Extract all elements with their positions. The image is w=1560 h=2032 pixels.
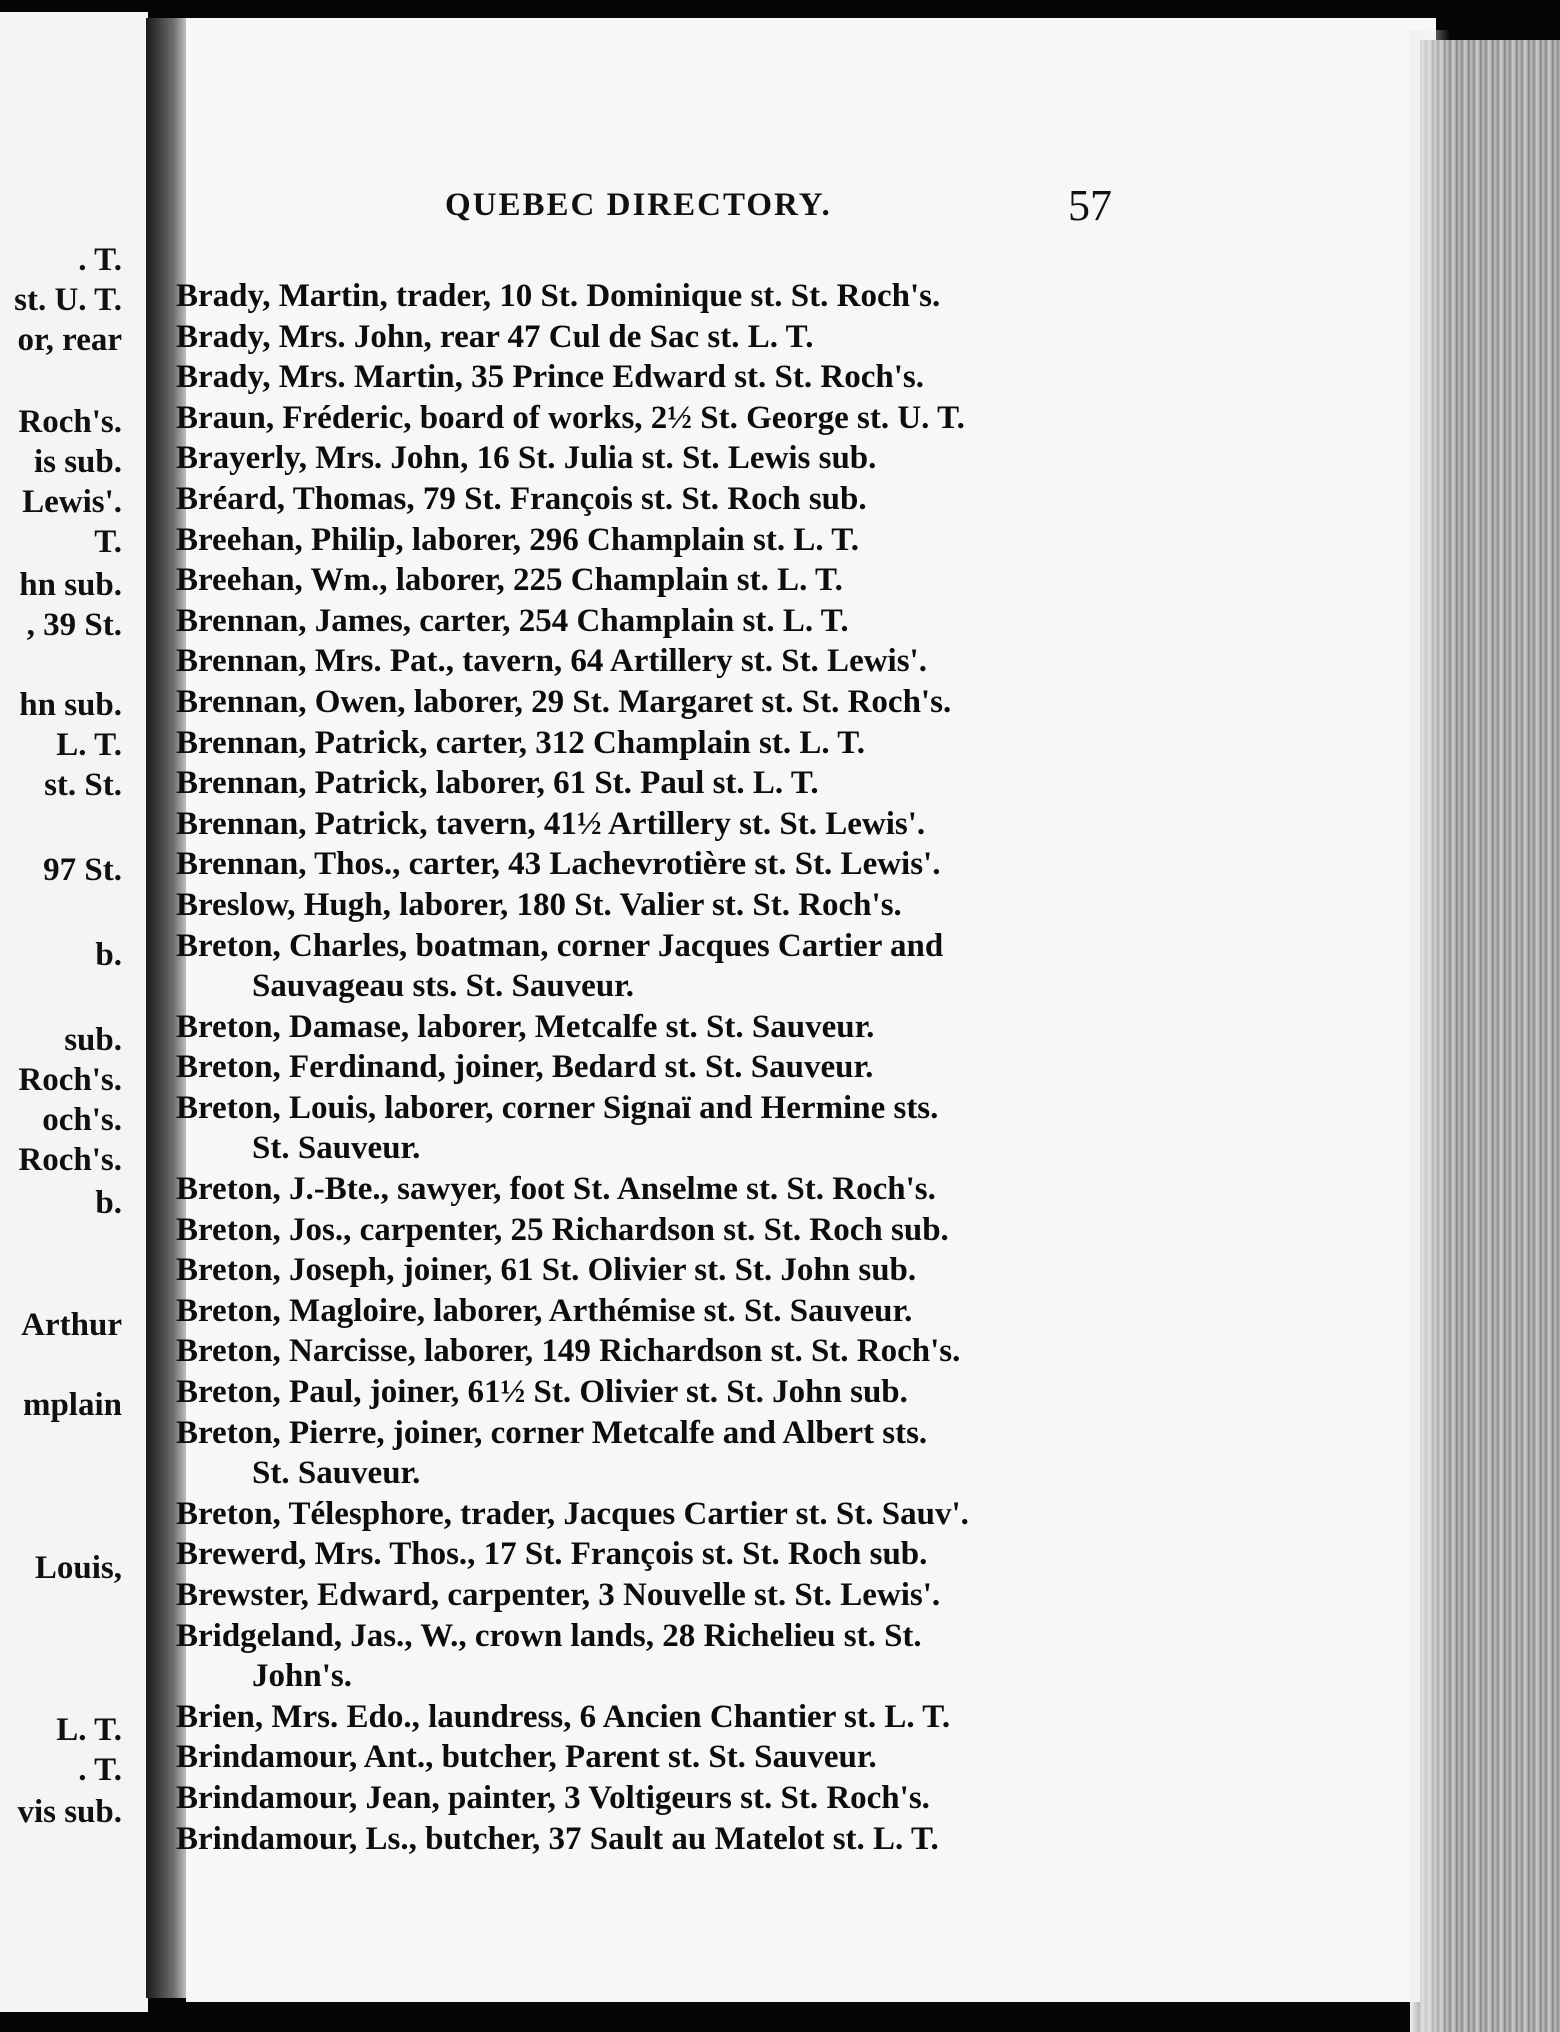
entry-text: Breton, Paul, joiner, 61½ St. Olivier st. St. John sub.	[176, 1374, 908, 1411]
directory-entry	[176, 1169, 1136, 1210]
directory-entry	[176, 520, 1136, 561]
previous-page-text: Roch's.	[18, 1142, 122, 1178]
entry-text: Brady, Martin, trader, 10 St. Dominique st. St. Roch's.	[176, 278, 941, 314]
page-number: 57	[1068, 181, 1112, 230]
entry-text: Breehan, Wm., laborer, 225 Champlain st. L. T.	[176, 562, 843, 599]
entry-text: Brady, Mrs. John, rear 47 Cul de Sac st. L. T.	[176, 318, 814, 355]
directory-entry	[176, 1413, 1136, 1494]
directory-entry	[176, 723, 1136, 764]
entry-text: Brayerly, Mrs. John, 16 St. Julia st. St. Lewis sub.	[176, 440, 877, 477]
entry-text: Breton, Télesphore, trader, Jacques Cartier st. St. Sauv'.	[176, 1495, 969, 1532]
entry-text: Bréard, Thomas, 79 St. François st. St. Roch sub.	[176, 480, 867, 517]
directory-entry	[176, 804, 1136, 845]
previous-page-text: b.	[95, 937, 122, 973]
entry-text: Breehan, Philip, laborer, 296 Champlain st. L. T.	[176, 521, 860, 558]
previous-page-text: L. T.	[56, 727, 122, 763]
directory-entry	[176, 357, 1136, 398]
directory-entry	[176, 1494, 1136, 1535]
entry-text: Breton, Damase, laborer, Metcalfe st. St. Sauveur.	[176, 1008, 875, 1045]
directory-entry	[176, 438, 1136, 479]
entry-text: Brindamour, Ls., butcher, 37 Sault au Matelot st. L. T.	[176, 1820, 939, 1857]
directory-entry	[176, 560, 1136, 601]
running-head: QUEBEC DIRECTORY.	[445, 187, 832, 223]
entry-text: Brien, Mrs. Edo., laundress, 6 Ancien Chantier st. L. T.	[176, 1698, 951, 1735]
previous-page-text: mplain	[22, 1387, 122, 1423]
entry-text: Brennan, Mrs. Pat., tavern, 64 Artillery st. St. Lewis'.	[176, 643, 927, 680]
directory-entry	[176, 1291, 1136, 1332]
page-edge-shade	[1410, 30, 1450, 2032]
entry-text: Breton, Magloire, laborer, Arthémise st. St. Sauveur.	[176, 1292, 913, 1329]
previous-page-text: st. St.	[44, 767, 122, 803]
previous-page-text: 97 St.	[43, 852, 122, 888]
directory-entry	[176, 1331, 1136, 1372]
directory-entry	[176, 1210, 1136, 1251]
entry-text: Brewerd, Mrs. Thos., 17 St. François st. St. Roch sub.	[176, 1536, 928, 1573]
entry-text: Brindamour, Ant., butcher, Parent st. St. Sauveur.	[176, 1739, 877, 1776]
previous-page-text: . T.	[78, 242, 122, 278]
entry-text: Bridgeland, Jas., W., crown lands, 28 Richelieu st. St.	[176, 1617, 922, 1654]
previous-page-text: Roch's.	[18, 404, 122, 440]
previous-page-text: sub.	[64, 1022, 122, 1058]
previous-page-text: Louis,	[34, 1550, 122, 1586]
entry-text: Brennan, James, carter, 254 Champlain st. L. T.	[176, 602, 849, 639]
entry-text: Brennan, Thos., carter, 43 Lachevrotière st. St. Lewis'.	[176, 846, 941, 883]
previous-page-text: L. T.	[56, 1712, 122, 1748]
entry-text: Brennan, Patrick, laborer, 61 St. Paul st. L. T.	[176, 765, 819, 802]
previous-page-text: or, rear	[17, 322, 122, 358]
entry-text: Brennan, Patrick, tavern, 41½ Artillery st. St. Lewis'.	[176, 805, 926, 842]
entry-text: Brennan, Owen, laborer, 29 St. Margaret st. St. Roch's.	[176, 683, 952, 720]
previous-page-text: st. U. T.	[14, 282, 122, 318]
directory-entry	[176, 1778, 1136, 1819]
entry-text: Breton, Joseph, joiner, 61 St. Olivier st. St. John sub.	[176, 1252, 917, 1289]
directory-entry	[176, 1819, 1136, 1860]
directory-entry	[176, 601, 1136, 642]
entry-text: Brindamour, Jean, painter, 3 Voltigeurs st. St. Roch's.	[176, 1779, 930, 1816]
entry-text: Breton, J.-Bte., sawyer, foot St. Anselme st. St. Roch's.	[176, 1171, 936, 1208]
previous-page-text: och's.	[42, 1102, 122, 1138]
directory-entry	[176, 926, 1136, 1007]
previous-page-text: hn sub.	[19, 567, 122, 603]
previous-page-text: Roch's.	[18, 1062, 122, 1098]
entry-text: Braun, Fréderic, board of works, 2½ St. George st. U. T.	[176, 399, 965, 436]
entry-text: Brennan, Patrick, carter, 312 Champlain st. L. T.	[176, 724, 866, 761]
directory-entry	[176, 398, 1136, 439]
directory-entry	[176, 1372, 1136, 1413]
previous-page-fragment	[0, 12, 148, 2012]
entry-text: Breton, Jos., carpenter, 25 Richardson st. St. Roch sub.	[176, 1211, 949, 1248]
directory-entries	[176, 276, 1136, 1859]
directory-entry	[176, 1616, 1136, 1697]
directory-entry	[176, 317, 1136, 358]
directory-entry	[176, 1250, 1136, 1291]
directory-entry	[176, 1534, 1136, 1575]
entry-text: Breton, Ferdinand, joiner, Bedard st. St. Sauveur.	[176, 1049, 874, 1086]
previous-page-text: T.	[94, 524, 122, 560]
directory-entry	[176, 1088, 1136, 1169]
entry-text: Brewster, Edward, carpenter, 3 Nouvelle st. St. Lewis'.	[176, 1577, 941, 1613]
previous-page-text: b.	[95, 1185, 122, 1221]
directory-entry	[176, 885, 1136, 926]
directory-entry	[176, 276, 1136, 317]
entry-continuation: Sauvageau sts. St. Sauveur.	[252, 968, 635, 1005]
entry-text: Breton, Pierre, joiner, corner Metcalfe and Albert sts.	[176, 1414, 928, 1451]
directory-entry	[176, 1575, 1136, 1616]
directory-entry	[176, 641, 1136, 682]
entry-continuation: St. Sauveur.	[252, 1130, 421, 1167]
previous-page-text: vis sub.	[17, 1794, 122, 1830]
directory-entry	[176, 1697, 1136, 1738]
entry-continuation: St. Sauveur.	[252, 1455, 421, 1492]
directory-entry	[176, 1007, 1136, 1048]
entry-text: Breton, Louis, laborer, corner Signaï and Hermine sts.	[176, 1089, 939, 1126]
directory-entry	[176, 1737, 1136, 1778]
previous-page-text: is sub.	[33, 444, 122, 480]
previous-page-text: , 39 St.	[26, 607, 122, 643]
directory-entry	[176, 1047, 1136, 1088]
previous-page-text: . T.	[78, 1752, 122, 1788]
previous-page-text: Arthur	[21, 1307, 122, 1343]
previous-page-text: Lewis'.	[22, 484, 122, 520]
directory-entry	[176, 763, 1136, 804]
entry-text: Breslow, Hugh, laborer, 180 St. Valier st. St. Roch's.	[176, 886, 902, 923]
entry-text: Breton, Narcisse, laborer, 149 Richardson st. St. Roch's.	[176, 1333, 961, 1370]
previous-page-text: hn sub.	[19, 687, 122, 723]
entry-text: Brady, Mrs. Martin, 35 Prince Edward st. St. Roch's.	[176, 359, 924, 396]
directory-entry	[176, 844, 1136, 885]
directory-entry	[176, 479, 1136, 520]
directory-entry	[176, 682, 1136, 723]
entry-text: Breton, Charles, boatman, corner Jacques Cartier and	[176, 927, 944, 964]
entry-continuation: John's.	[252, 1658, 352, 1695]
